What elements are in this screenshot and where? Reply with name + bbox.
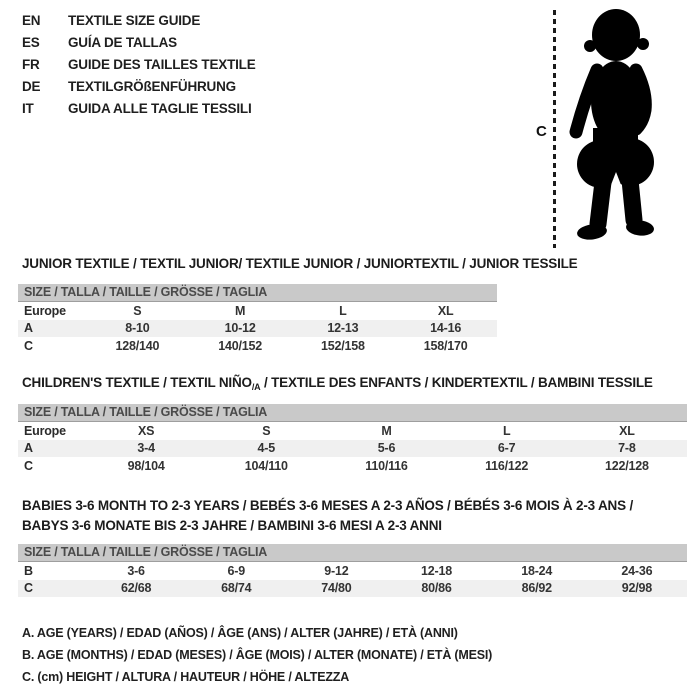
size-table-row [18, 440, 687, 458]
language-row [22, 97, 256, 119]
language-code: ES [22, 34, 40, 50]
size-value-cell: XL [437, 303, 454, 318]
language-row [22, 53, 256, 75]
language-title: TEXTILGRÖßENFÜHRUNG [68, 78, 236, 94]
junior-section-title: JUNIOR TEXTILE / TEXTIL JUNIOR/ TEXTILE JUNIOR / JUNIORTEXTIL / JUNIOR TESSILE [22, 256, 578, 271]
size-value-cell: 9-12 [324, 563, 349, 578]
size-value-cell: 122/128 [604, 458, 649, 473]
footnotes [22, 622, 492, 688]
size-value-cell: 116/122 [485, 458, 529, 473]
children-section-title [22, 375, 653, 392]
row-label: Europe [24, 303, 66, 318]
size-value-cell: 62/68 [120, 581, 152, 596]
size-value-cell: 86/92 [521, 581, 552, 596]
size-table-row [18, 320, 497, 338]
size-value-cell: 6-7 [497, 441, 516, 456]
row-label: A [24, 441, 33, 456]
size-value-cell: 110/116 [365, 458, 408, 473]
size-value-cell: 14-16 [430, 321, 462, 336]
size-value-cell: 68/74 [221, 581, 252, 596]
language-row [22, 75, 256, 97]
babies-title-line2: BABYS 3-6 MONATE BIS 2-3 JAHRE / BAMBINI 3-6 MESI A 2-3 ANNI [22, 518, 442, 533]
footnote-line: A. AGE (YEARS) / EDAD (AÑOS) / ÂGE (ANS) / ALTER (JAHRE) / ETÀ (ANNI) [22, 626, 458, 640]
size-value-cell: 8-10 [125, 321, 150, 336]
babies-title-line1: BABIES 3-6 MONTH TO 2-3 YEARS / BEBÉS 3-6 MESES A 2-3 AÑOS / BÉBÉS 3-6 MOIS À 2-3 ANS / [22, 498, 633, 513]
size-value-cell: 4-5 [257, 441, 276, 456]
size-table-row [18, 302, 497, 320]
language-code: FR [22, 56, 40, 72]
row-label: Europe [24, 423, 66, 438]
footnote-line: B. AGE (MONTHS) / EDAD (MESES) / ÂGE (MOIS) / ALTER (MONATE) / ETÀ (MESI) [22, 648, 493, 662]
size-header-bar: SIZE / TALLA / TAILLE / GRÖSSE / TAGLIA [18, 284, 497, 302]
footnote-line: C. (cm) HEIGHT / ALTURA / HAUTEUR / HÖHE / ALTEZZA [22, 670, 350, 684]
size-header-bar: SIZE / TALLA / TAILLE / GRÖSSE / TAGLIA [18, 404, 687, 422]
row-label: B [24, 563, 33, 578]
size-value-cell: 140/152 [218, 338, 263, 353]
language-title: GUIDE DES TAILLES TEXTILE [68, 56, 256, 72]
size-table-row [18, 422, 687, 440]
size-value-cell: M [235, 303, 246, 318]
size-value-cell: XS [137, 423, 155, 438]
size-value-cell: 7-8 [618, 441, 636, 456]
toddler-head [592, 9, 640, 61]
size-value-cell: 24-36 [621, 563, 653, 578]
children-title-suffix: / TEXTILE DES ENFANTS / KINDERTEXTIL / BAMBINI TESSILE [260, 375, 653, 390]
row-label: A [24, 321, 33, 336]
size-value-cell: XL [619, 423, 635, 438]
language-code: EN [22, 12, 41, 28]
language-code: DE [22, 78, 41, 94]
toddler-leg-left [598, 182, 603, 224]
language-row [22, 31, 256, 53]
language-title: TEXTILE SIZE GUIDE [68, 12, 201, 28]
size-value-cell: 98/104 [127, 458, 165, 473]
size-value-cell: 10-12 [224, 321, 256, 336]
size-value-cell: S [133, 303, 142, 318]
toddler-ear-left [584, 40, 596, 52]
junior-size-table [18, 284, 497, 355]
size-value-cell: 3-6 [127, 563, 145, 578]
language-list [22, 9, 256, 119]
babies-size-table [18, 544, 687, 597]
toddler-leg-right [630, 180, 634, 220]
toddler-silhouette-icon [559, 6, 665, 248]
row-label: C [24, 338, 33, 353]
size-value-cell: 12-13 [327, 321, 359, 336]
toddler-ear-right [637, 38, 649, 50]
height-measure-label: C [536, 123, 547, 140]
size-value-cell: 128/140 [115, 338, 160, 353]
size-header-bar: SIZE / TALLA / TAILLE / GRÖSSE / TAGLIA [18, 544, 687, 562]
size-value-cell: 80/86 [421, 581, 452, 596]
language-code: IT [22, 100, 34, 116]
children-title-prefix: CHILDREN'S TEXTILE / TEXTIL NIÑO [22, 375, 252, 390]
language-title: GUIDA ALLE TAGLIE TESSILI [68, 100, 252, 116]
size-value-cell: 74/80 [321, 581, 352, 596]
size-value-cell: 3-4 [137, 441, 155, 456]
children-size-table [18, 404, 687, 475]
size-value-cell: 104/110 [244, 458, 288, 473]
size-table-row [18, 457, 687, 475]
size-value-cell: 6-9 [227, 563, 245, 578]
size-value-cell: L [339, 303, 347, 318]
size-value-cell: 5-6 [377, 441, 396, 456]
size-value-cell: 12-18 [421, 563, 453, 578]
size-value-cell: 18-24 [521, 563, 553, 578]
children-title-sub: /A [251, 382, 261, 392]
size-value-cell: 158/170 [423, 338, 468, 353]
size-table-row [18, 580, 687, 598]
size-value-cell: M [381, 423, 392, 438]
row-label: C [24, 458, 33, 473]
size-value-cell: 92/98 [621, 581, 653, 596]
size-value-cell: L [502, 423, 511, 438]
language-title: GUÍA DE TALLAS [68, 34, 177, 50]
height-dashed-line [553, 10, 556, 248]
size-table-row [18, 337, 497, 355]
row-label: C [24, 581, 33, 596]
babies-section-title [22, 496, 682, 536]
size-value-cell: 152/158 [320, 338, 365, 353]
language-row [22, 9, 256, 31]
size-table-row [18, 562, 687, 580]
size-value-cell: S [262, 423, 271, 438]
